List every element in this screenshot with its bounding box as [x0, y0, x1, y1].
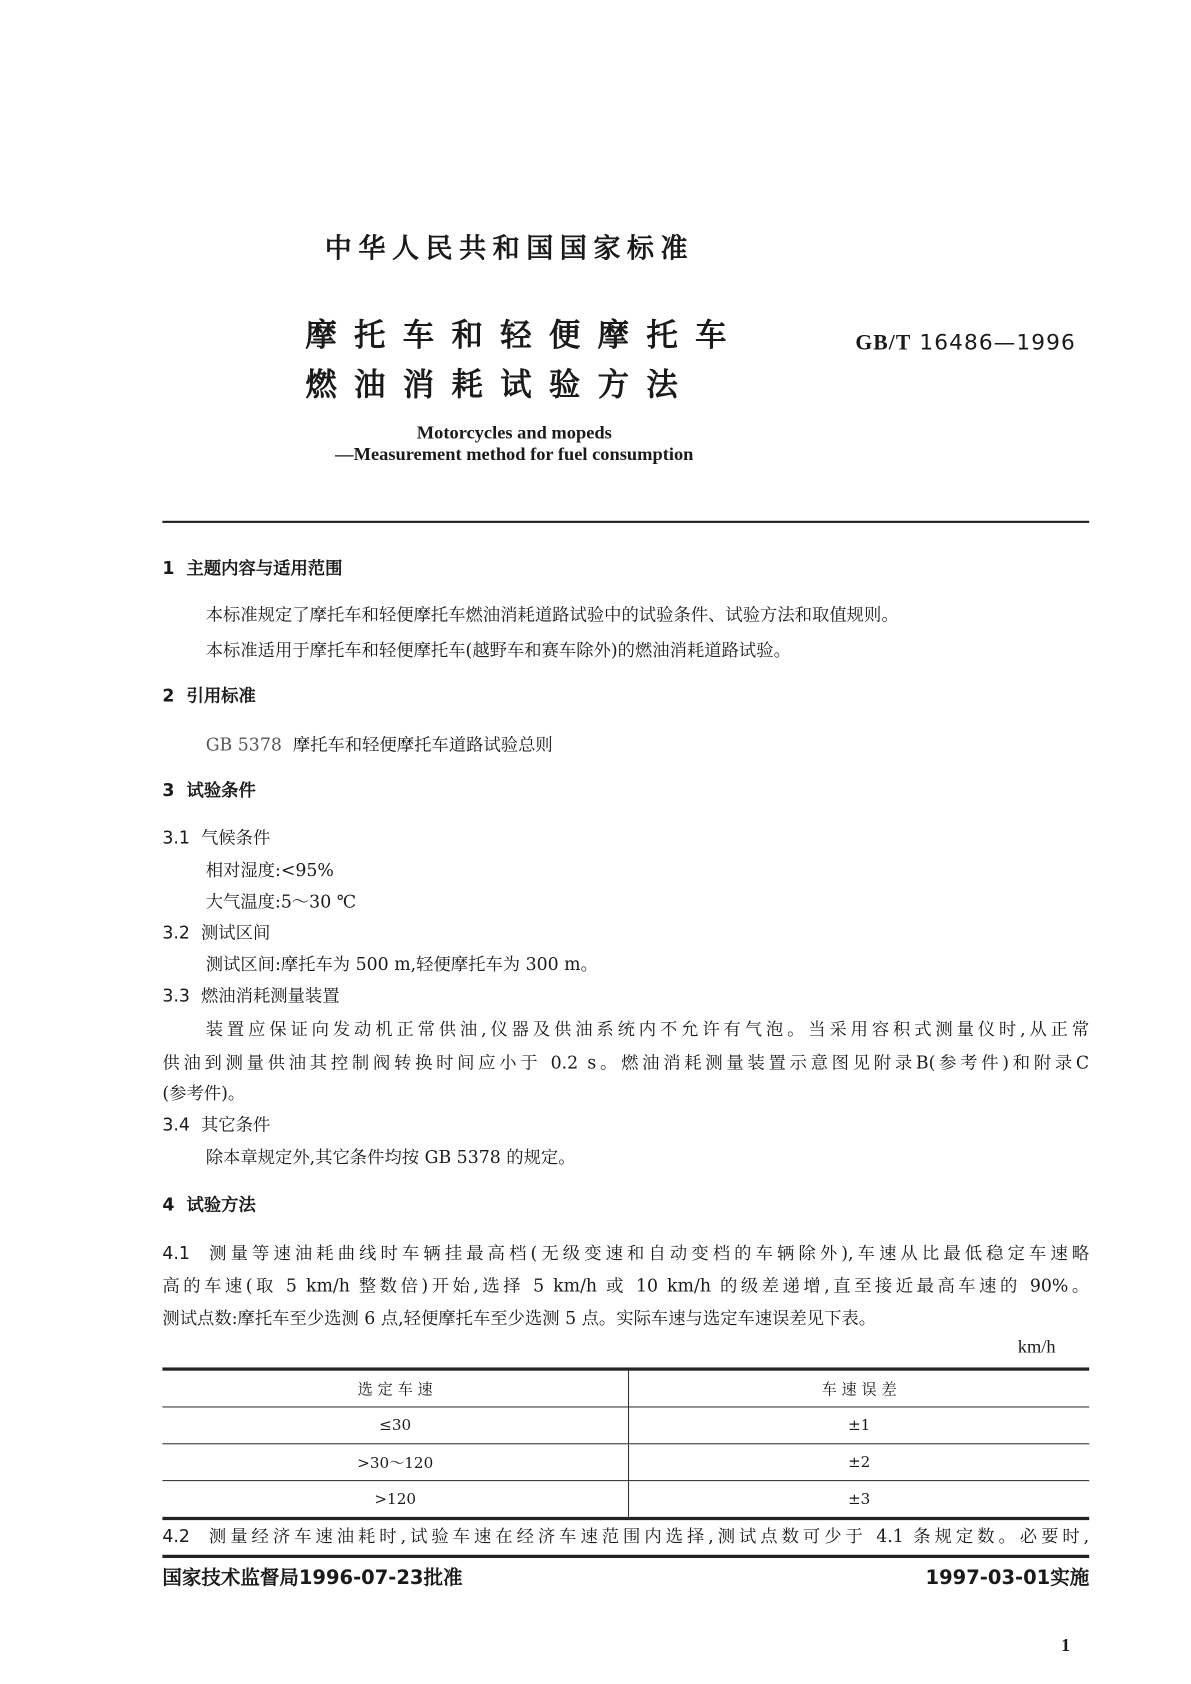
paragraph: 本标准适用于摩托车和轻便摩托车(越野车和赛车除外)的燃油消耗道路试验。	[205, 639, 791, 661]
subsection-3-4: 3.4 其它条件	[162, 1114, 271, 1135]
standard-number	[855, 329, 1076, 356]
english-title-2: —Measurement method for fuel consumption	[335, 443, 694, 465]
table-row	[162, 1481, 1089, 1519]
cell: ±1	[629, 1407, 1090, 1444]
title-line-1: 摩托车和轻便摩托车	[305, 316, 744, 353]
national-standard-heading: 中华人民共和国国家标准	[324, 232, 695, 265]
text-line: 4.1 测量等速油耗曲线时车辆挂最高档(无级变速和自动变档的车辆除外),车速从比最低稳定车速略	[162, 1242, 1090, 1264]
section-4-heading: 4 试验方法	[162, 1194, 256, 1215]
effective-date: 1997-03-01实施	[925, 1566, 1090, 1590]
text-line: (参考件)。	[162, 1082, 246, 1104]
text-line: 除本章规定外,其它条件均按 GB 5378 的规定。	[205, 1146, 576, 1168]
cell: ≤30	[162, 1407, 628, 1444]
text-line: 高的车速(取 5 km/h 整数倍)开始,选择 5 km/h 或 10 km/h 的级差递增,直至接近最高车速的 90%。	[162, 1275, 1090, 1296]
section-3-heading: 3 试验条件	[162, 779, 256, 801]
footer-divider	[162, 1555, 1089, 1558]
text-line: 4.2 测量经济车速油耗时,试验车速在经济车速范围内选择,测试点数可少于 4.1 条规定数。必要时,	[162, 1525, 1090, 1547]
subsection-3-2: 3.2 测试区间	[162, 922, 271, 944]
english-title-1: Motorcycles and mopeds	[416, 422, 612, 443]
table-row	[162, 1407, 1089, 1444]
text-line: 装置应保证向发动机正常供油,仪器及供油系统内不允许有气泡。当采用容积式测量仪时,从正常	[205, 1018, 1090, 1040]
speed-tolerance-table	[162, 1367, 1089, 1520]
subsection-3-3: 3.3 燃油消耗测量装置	[162, 985, 340, 1006]
cell: ±2	[629, 1444, 1090, 1481]
section-1-heading: 1 主题内容与适用范围	[162, 557, 343, 579]
table-row	[162, 1444, 1089, 1481]
subsection-3-1: 3.1 气候条件	[162, 827, 271, 848]
paragraph: 本标准规定了摩托车和轻便摩托车燃油消耗道路试验中的试验条件、试验方法和取值规则。	[205, 604, 899, 625]
divider	[162, 521, 1089, 523]
cell: >120	[162, 1481, 628, 1519]
text-line: 测试区间:摩托车为 500 m,轻便摩托车为 300 m。	[205, 953, 598, 975]
standard-prefix: GB/T	[855, 331, 912, 356]
approval-date: 国家技术监督局1996-07-23批准	[162, 1566, 463, 1590]
standard-code: 16486—1996	[919, 329, 1076, 356]
cell: ±3	[629, 1481, 1090, 1519]
text-line: 测试点数:摩托车至少选测 6 点,轻便摩托车至少选测 5 点。实际车速与选定车速误差见下表。	[162, 1307, 877, 1329]
text-line: 相对湿度:<95%	[205, 859, 334, 881]
header-cell: 选 定 车 速	[162, 1369, 628, 1407]
title-line-2: 燃油消耗试验方法	[305, 365, 696, 403]
page-number: 1	[1061, 1634, 1071, 1656]
section-2-heading: 2 引用标准	[162, 685, 256, 706]
text-line: 供油到测量供油其控制阀转换时间应小于 0.2 s。燃油消耗测量装置示意图见附录B(参考件)和附录C	[162, 1052, 1090, 1073]
cell: >30～120	[162, 1444, 628, 1481]
text-line: 大气温度:5～30 ℃	[205, 891, 357, 912]
reference: GB 5378 摩托车和轻便摩托车道路试验总则	[205, 734, 553, 755]
unit-label: km/h	[1017, 1336, 1056, 1357]
header-cell: 车 速 误 差	[629, 1369, 1090, 1407]
table-header-row	[162, 1369, 1089, 1407]
